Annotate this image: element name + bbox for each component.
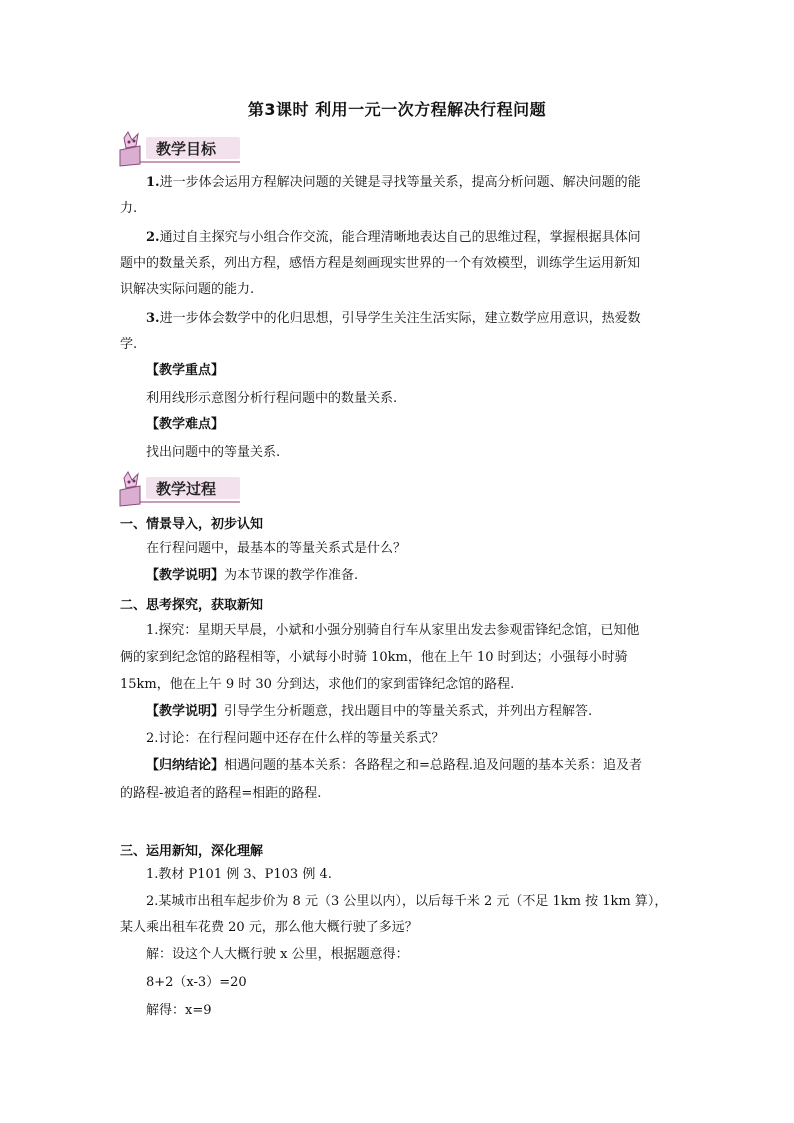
part1-question: 在行程问题中，最基本的等量关系式是什么？: [146, 541, 407, 556]
part2-item2: 2.讨论：在行程问题中还存在什么样的等量关系式？: [146, 731, 445, 746]
objective-3: 3.进一步体会数学中的化归思想，引导学生关注生活实际，建立数学应用意识，热爱数: [146, 311, 641, 326]
badge-label: 教学目标: [156, 140, 217, 158]
objective-2: 2.通过自主探究与小组合作交流，能合理清晰地表达自己的思维过程，掌握根据具体问: [146, 230, 641, 245]
difficult-point-text: 找出问题中的等量关系.: [146, 445, 281, 460]
key-point-label: 【教学重点】: [146, 363, 225, 378]
part3-solution: 解：设这个人大概行驶 x 公里，根据题意得：: [146, 947, 409, 962]
heading-part-1: 一、情景导入，初步认知: [120, 517, 264, 532]
section-badge-process: [116, 468, 242, 508]
heading-part-3: 三、运用新知，深化理解: [120, 844, 264, 859]
part3-equation: 8+2（x-3）=20: [146, 975, 247, 990]
part2-item1-cont2: 15km，他在上午 9 时 30 分到达，求他们的家到雷锋纪念馆的路程.: [120, 677, 515, 692]
key-point-text: 利用线形示意图分析行程问题中的数量关系.: [146, 391, 398, 406]
part2-note: 【教学说明】引导学生分析题意，找出题目中的等量关系式，并列出方程解答.: [146, 704, 593, 719]
section-badge-objectives: [116, 128, 242, 168]
part2-item1-cont: 俩的家到纪念馆的路程相等，小斌每小时骑 10km，他在上午 10 时到达；小强每小时骑: [120, 650, 628, 665]
part2-conclusion-cont: 的路程-被追者的路程=相距的路程.: [120, 786, 322, 801]
part3-result: 解得：x=9: [146, 1003, 212, 1018]
page-title: 第3课时 利用一元一次方程解决行程问题: [247, 100, 547, 119]
part1-note: 【教学说明】为本节课的教学作准备.: [146, 568, 359, 583]
objective-1-cont: 力.: [120, 201, 138, 216]
difficult-point-label: 【教学难点】: [146, 417, 225, 432]
part2-conclusion: 【归纳结论】相遇问题的基本关系：各路程之和=总路程.追及问题的基本关系：追及者: [146, 758, 643, 773]
objective-2-cont: 题中的数量关系，列出方程，感悟方程是刻画现实世界的一个有效模型，训练学生运用新知: [120, 256, 641, 271]
objective-3-cont: 学.: [120, 337, 138, 352]
part3-item2: 2.某城市出租车起步价为 8 元（3 公里以内），以后每千米 2 元（不足 1km 按 1km 算），: [146, 894, 668, 909]
badge-label: 教学过程: [156, 480, 217, 498]
part2-item1: 1.探究：星期天早晨，小斌和小强分别骑自行车从家里出发去参观雷锋纪念馆，已知他: [146, 623, 640, 638]
part3-item1: 1.教材 P101 例 3、P103 例 4.: [146, 867, 332, 882]
part3-item2-cont: 某人乘出租车花费 20 元，那么他大概行驶了多远？: [120, 920, 418, 935]
heading-part-2: 二、思考探究，获取新知: [120, 598, 264, 613]
objective-1: 1.进一步体会运用方程解决问题的关键是寻找等量关系，提高分析问题、解决问题的能: [146, 175, 641, 190]
objective-2-cont2: 识解决实际问题的能力.: [120, 282, 255, 297]
